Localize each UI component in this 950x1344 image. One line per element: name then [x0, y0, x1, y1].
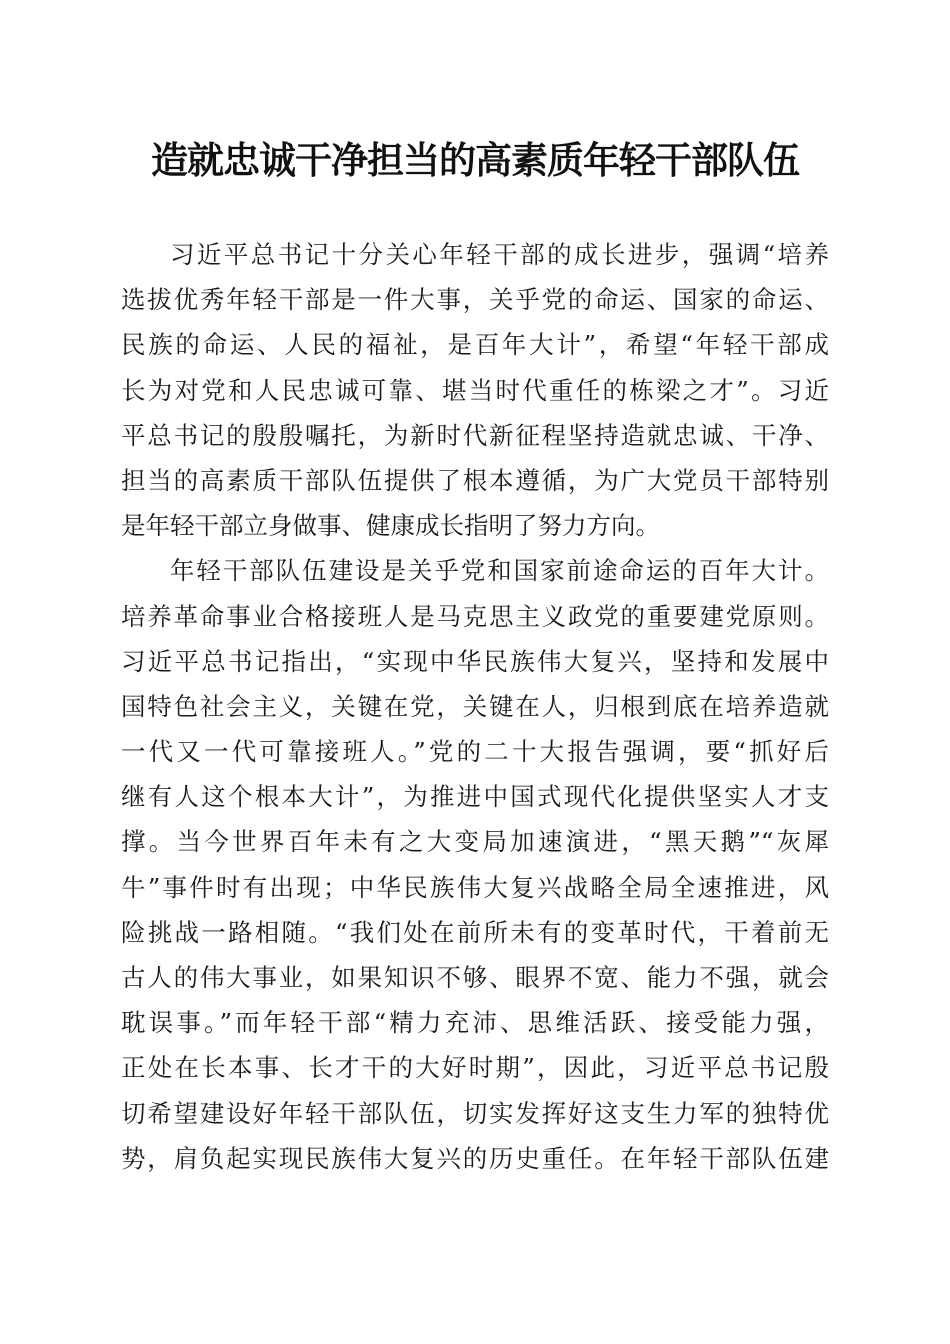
- paragraph-line: 切希望建设好年轻干部队伍，切实发挥好这支生力军的独特优: [121, 1098, 829, 1128]
- paragraph-line: 耽误事。”而年轻干部“精力充沛、思维活跃、接受能力强，: [121, 1008, 829, 1038]
- paragraph-2: [121, 548, 829, 1181]
- paragraph-line: 势，肩负起实现民族伟大复兴的历史重任。在年轻干部队伍建: [121, 1143, 829, 1173]
- paragraph-line: 是年轻干部立身做事、健康成长指明了努力方向。: [121, 511, 660, 541]
- paragraph-line: 选拔优秀年轻干部是一件大事，关乎党的命运、国家的命运、: [121, 285, 829, 315]
- document-body: [121, 232, 829, 1181]
- paragraph-line: 担当的高素质干部队伍提供了根本遵循，为广大党员干部特别: [121, 465, 829, 495]
- paragraph-line: 险挑战一路相随。“我们处在前所未有的变革时代，干着前无: [121, 917, 829, 947]
- paragraph-1: [121, 232, 829, 548]
- paragraph-line: 正处在长本事、长才干的大好时期”，因此，习近平总书记殷: [121, 1053, 829, 1083]
- paragraph-line: 长为对党和人民忠诚可靠、堪当时代重任的栋梁之才”。习近: [121, 375, 829, 405]
- paragraph-line: 国特色社会主义，关键在党，关键在人，归根到底在培养造就: [121, 691, 829, 721]
- paragraph-line: 继有人这个根本大计”，为推进中国式现代化提供坚实人才支: [121, 782, 829, 812]
- paragraph-line: 撑。当今世界百年未有之大变局加速演进，“黑天鹅”“灰犀: [121, 827, 829, 857]
- paragraph-line: 民族的命运、人民的福祉，是百年大计”，希望“年轻干部成: [121, 330, 829, 360]
- paragraph-line: 古人的伟大事业，如果知识不够、眼界不宽、能力不强，就会: [121, 963, 829, 992]
- paragraph-line: 年轻干部队伍建设是关乎党和国家前途命运的百年大计。: [170, 556, 829, 586]
- paragraph-line: 习近平总书记十分关心年轻干部的成长进步，强调“培养: [170, 240, 829, 269]
- paragraph-line: 培养革命事业合格接班人是马克思主义政党的重要建党原则。: [121, 601, 829, 631]
- paragraph-line: 牛”事件时有出现；中华民族伟大复兴战略全局全速推进，风: [121, 872, 829, 902]
- document-title: 造就忠诚干净担当的高素质年轻干部队伍: [151, 138, 799, 182]
- paragraph-line: 一代又一代可靠接班人。”党的二十大报告强调，要“抓好后: [121, 737, 829, 767]
- paragraph-line: 习近平总书记指出，“实现中华民族伟大复兴，坚持和发展中: [121, 646, 829, 676]
- paragraph-line: 平总书记的殷殷嘱托，为新时代新征程坚持造就忠诚、干净、: [121, 420, 829, 450]
